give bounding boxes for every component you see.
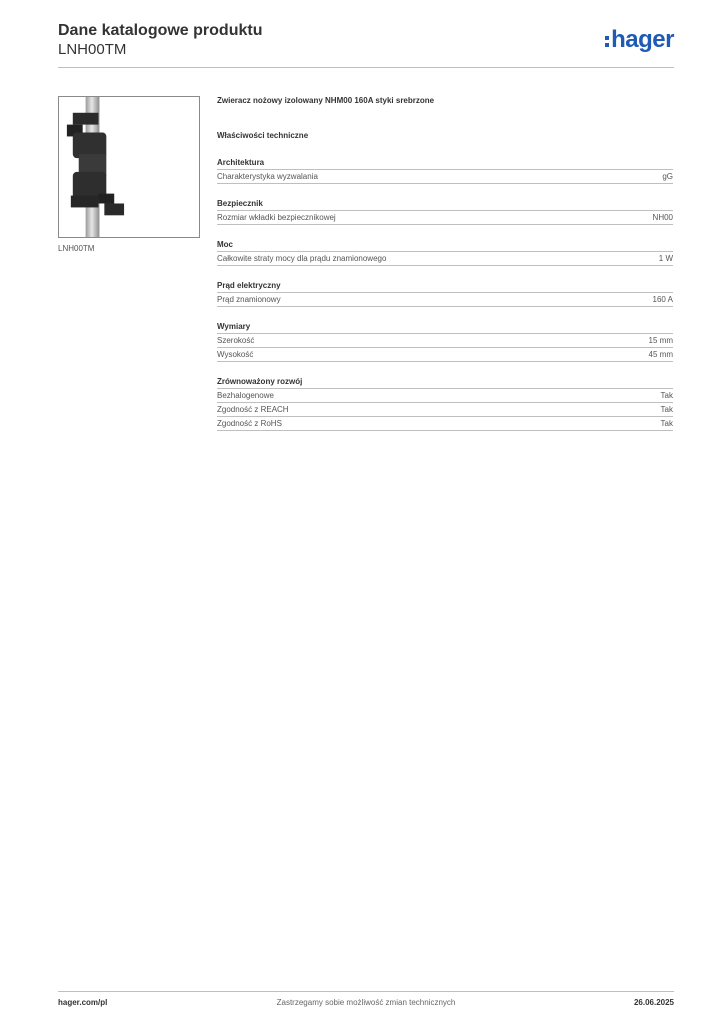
group-title: Moc <box>217 239 673 252</box>
product-code: LNH00TM <box>58 41 127 58</box>
footer-divider <box>58 991 674 992</box>
product-details <box>217 96 673 431</box>
logo-dots-icon <box>605 36 609 47</box>
property-group-wymiary <box>217 321 673 362</box>
fuse-link-icon <box>59 97 199 237</box>
property-label: Bezhalogenowe <box>217 391 274 400</box>
property-row <box>217 252 673 266</box>
property-group-moc <box>217 239 673 266</box>
group-title: Architektura <box>217 157 673 170</box>
logo-wordmark: hager <box>611 26 674 53</box>
property-label: Zgodność z RoHS <box>217 419 282 428</box>
property-value: 1 W <box>658 254 673 263</box>
property-value: Tak <box>660 419 673 428</box>
property-group-bezpiecznik <box>217 198 673 225</box>
property-row <box>217 334 673 348</box>
property-row <box>217 293 673 307</box>
property-label: Szerokość <box>217 336 255 345</box>
hager-logo <box>605 28 674 54</box>
property-value: 45 mm <box>648 350 673 359</box>
property-row <box>217 211 673 225</box>
property-value: Tak <box>660 391 673 400</box>
property-value: 15 mm <box>648 336 673 345</box>
technical-properties-heading: Właściwości techniczne <box>217 131 309 140</box>
property-label: Prąd znamionowy <box>217 295 281 304</box>
property-value: NH00 <box>652 213 673 222</box>
group-title: Bezpiecznik <box>217 198 673 211</box>
property-value: 160 A <box>652 295 673 304</box>
property-row <box>217 170 673 184</box>
footer-website-link[interactable]: hager.com/pl <box>58 998 108 1007</box>
property-row <box>217 348 673 362</box>
group-title: Zrównoważony rozwój <box>217 376 673 389</box>
property-value: Tak <box>660 405 673 414</box>
property-label: Wysokość <box>217 350 254 359</box>
property-group-architektura <box>217 157 673 184</box>
page-title: Dane katalogowe produktu <box>58 22 263 39</box>
property-row <box>217 417 673 431</box>
image-caption: LNH00TM <box>58 244 95 253</box>
property-group-prad-elektryczny <box>217 280 673 307</box>
footer-notice: Zastrzegamy sobie możliwość zmian technicznych <box>276 998 456 1007</box>
property-label: Charakterystyka wyzwalania <box>217 172 318 181</box>
product-image <box>58 96 200 238</box>
property-group-zrownowazony-rozwoj <box>217 376 673 431</box>
property-value: gG <box>662 172 673 181</box>
page-header <box>58 22 674 68</box>
property-row <box>217 403 673 417</box>
product-description: Zwieracz nożowy izolowany NHM00 160A styki srebrzone <box>217 96 435 105</box>
property-label: Zgodność z REACH <box>217 405 289 414</box>
property-row <box>217 389 673 403</box>
property-label: Całkowite straty mocy dla prądu znamionowego <box>217 254 387 263</box>
group-title: Wymiary <box>217 321 673 334</box>
header-divider <box>58 67 674 68</box>
footer-date: 26.06.2025 <box>633 998 674 1007</box>
page-footer <box>58 998 674 1010</box>
group-title: Prąd elektryczny <box>217 280 673 293</box>
property-label: Rozmiar wkładki bezpiecznikowej <box>217 213 336 222</box>
